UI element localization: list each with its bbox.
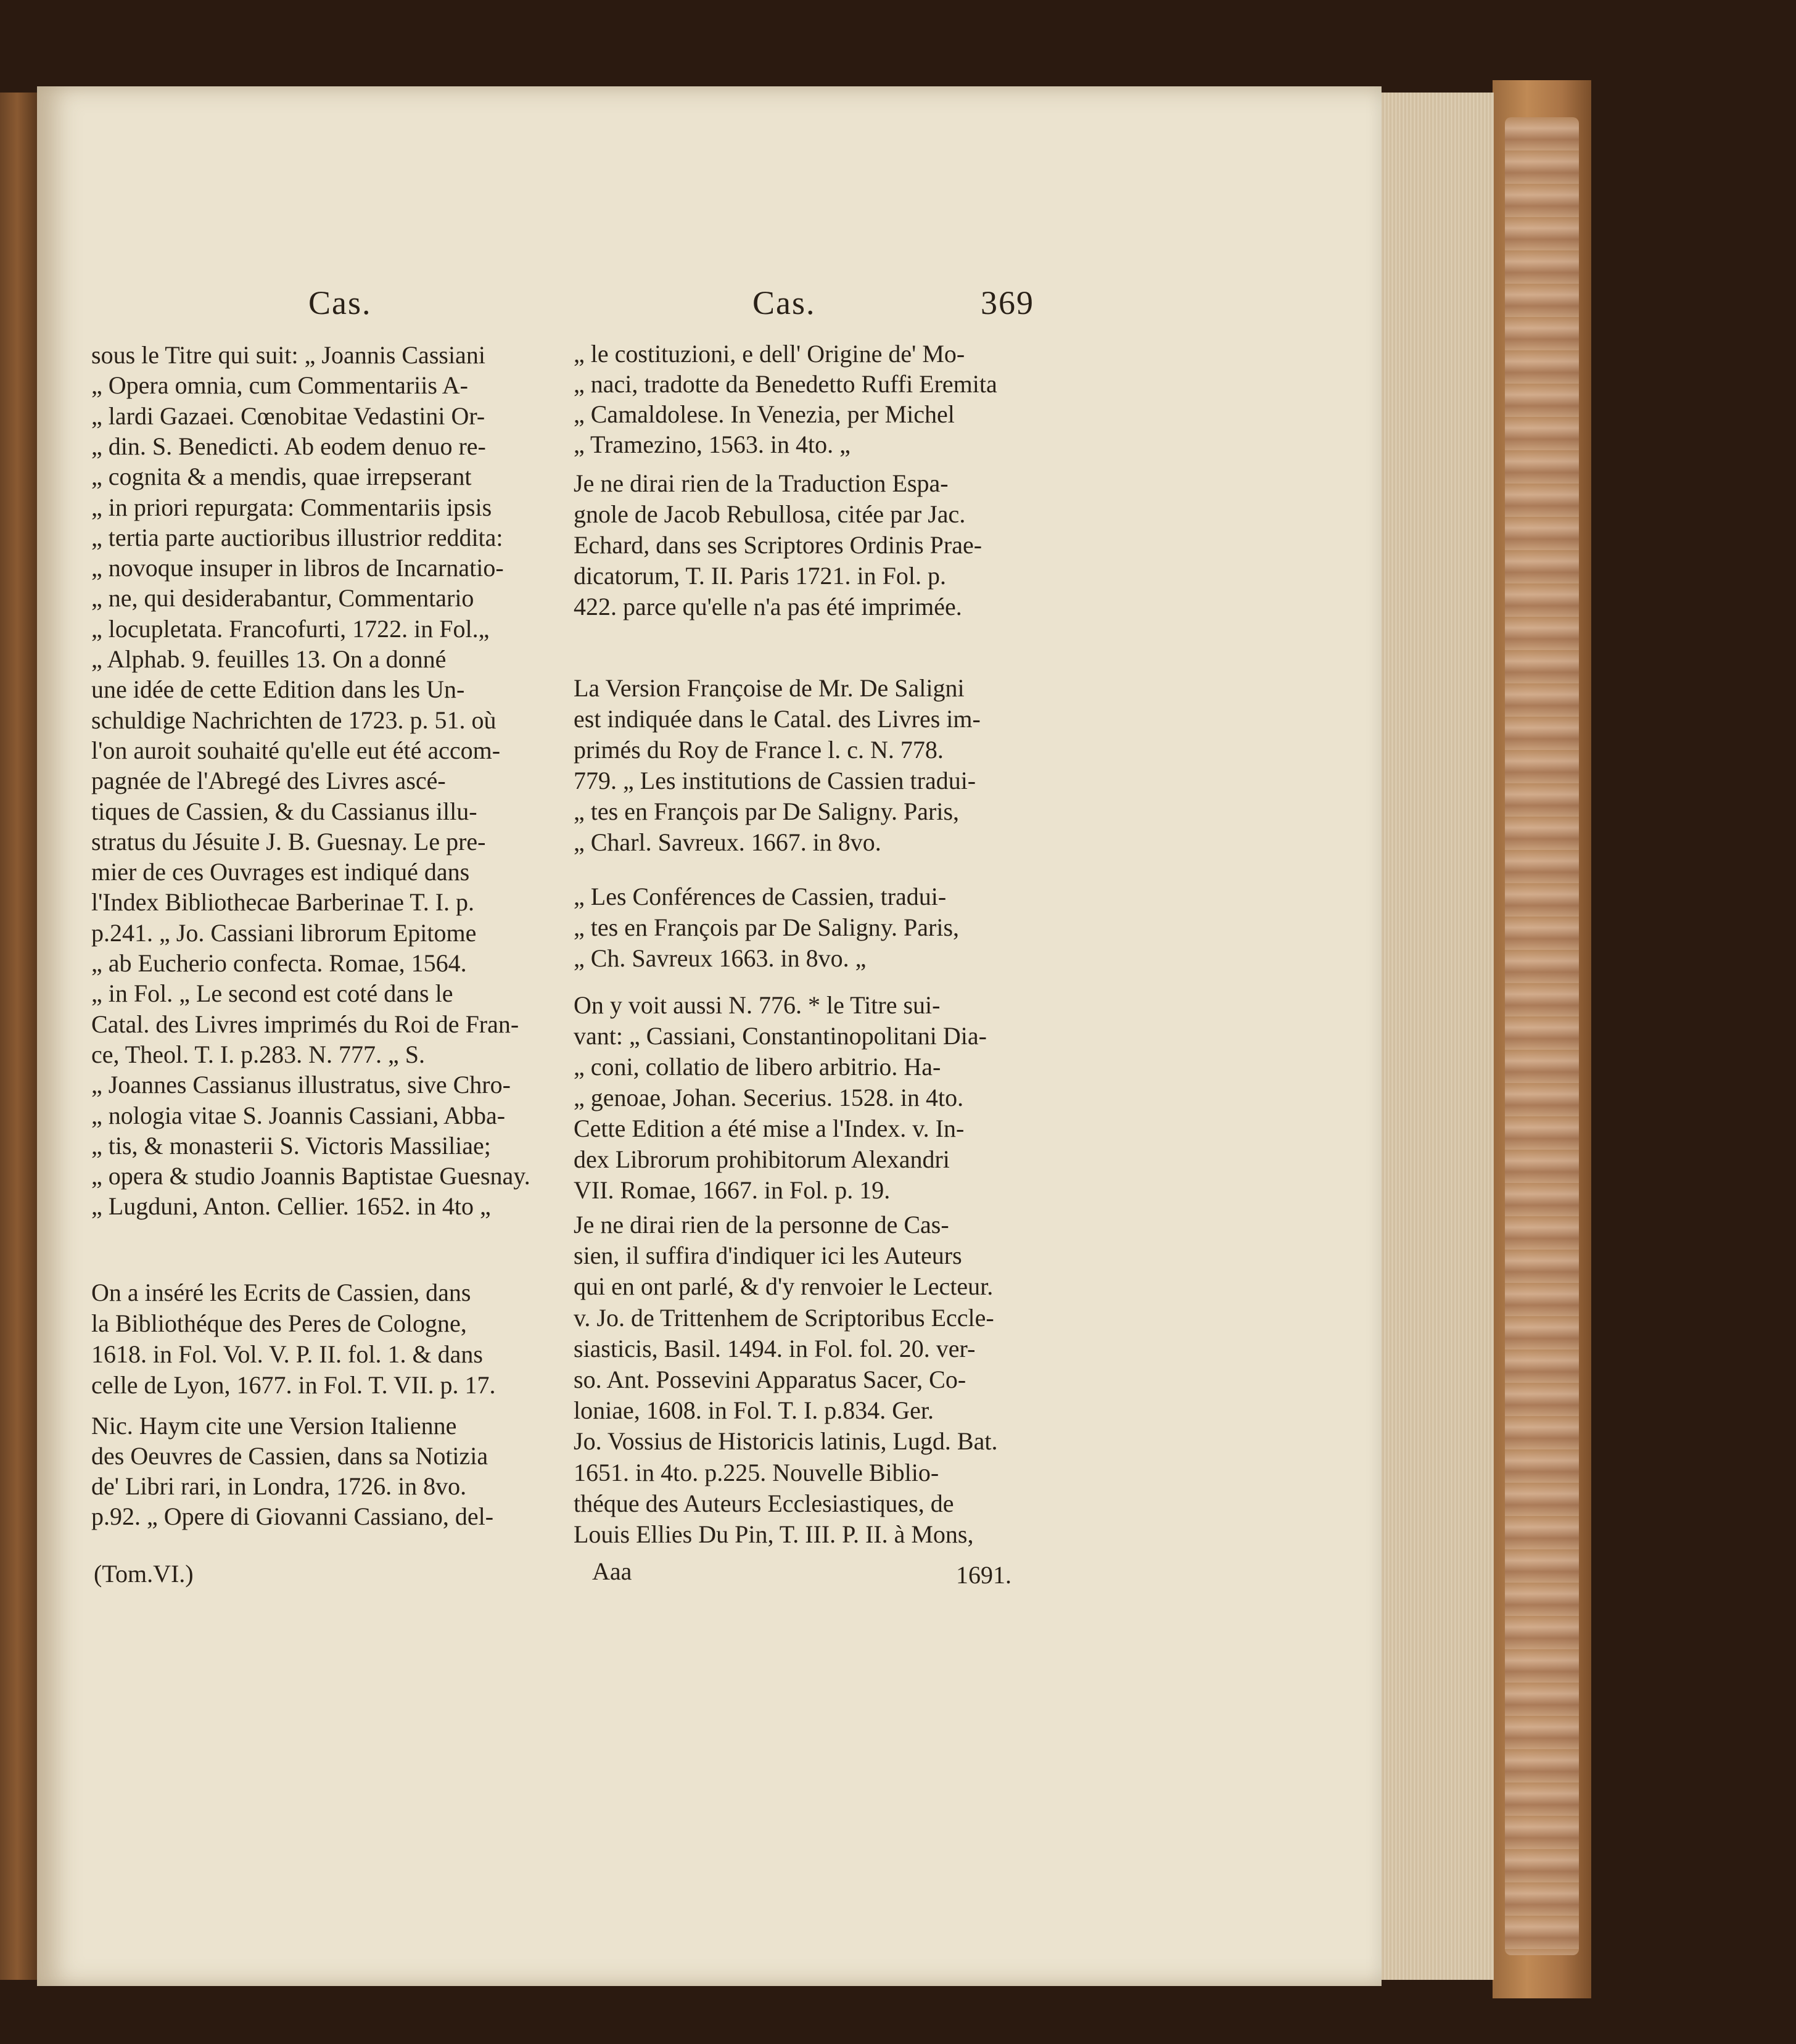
header-left: Cas. bbox=[308, 284, 372, 321]
right-column-line: qui en ont parlé, & d'y renvoier le Lecteur. bbox=[574, 1272, 994, 1301]
right-column-line: Echard, dans ses Scriptores Ordinis Prae- bbox=[574, 531, 982, 559]
right-column-line: gnole de Jacob Rebullosa, citée par Jac. bbox=[574, 500, 966, 528]
right-column-line: v. Jo. de Trittenhem de Scriptoribus Eccle- bbox=[574, 1303, 994, 1332]
left-column-line: „ in Fol. „ Le second est coté dans le bbox=[91, 979, 453, 1008]
right-column-line: 422. parce qu'elle n'a pas été imprimée. bbox=[574, 593, 962, 620]
left-column-line: „ cognita & a mendis, quae irrepserant bbox=[91, 463, 472, 491]
right-column-line: primés du Roy de France l. c. N. 778. bbox=[574, 736, 944, 764]
left-column-line: des Oeuvres de Cassien, dans sa Notizia bbox=[91, 1442, 488, 1470]
right-column-line: On y voit aussi N. 776. * le Titre sui- bbox=[574, 991, 941, 1019]
left-column-line: „ Lugduni, Anton. Cellier. 1652. in 4to „ bbox=[91, 1192, 491, 1221]
right-column-line: „ Tramezino, 1563. in 4to. „ bbox=[574, 431, 851, 458]
page-fore-edge bbox=[1369, 93, 1494, 1980]
right-column-line: est indiquée dans le Catal. des Livres im- bbox=[574, 705, 981, 733]
left-column-line: „ din. S. Benedicti. Ab eodem denuo re- bbox=[91, 432, 486, 460]
right-column-line: „ Ch. Savreux 1663. in 8vo. „ bbox=[574, 944, 867, 972]
left-column-line: pagnée de l'Abregé des Livres ascé- bbox=[91, 767, 446, 795]
right-column-line: sien, il suffira d'indiquer ici les Auteurs bbox=[574, 1242, 962, 1270]
header-right: Cas. bbox=[752, 284, 816, 321]
left-column-line: tiques de Cassien, & du Cassianus illu- bbox=[91, 797, 477, 825]
left-column-line: „ in priori repurgata: Commentariis ipsis bbox=[91, 493, 492, 521]
left-column-line: Catal. des Livres imprimés du Roi de Fran- bbox=[91, 1010, 519, 1038]
right-column-line: VII. Romae, 1667. in Fol. p. 19. bbox=[574, 1176, 891, 1204]
right-column-line: Cette Edition a été mise a l'Index. v. In- bbox=[574, 1115, 965, 1142]
left-column-line: „ lardi Gazaei. Cœnobitae Vedastini Or- bbox=[91, 402, 485, 430]
left-column-line: de' Libri rari, in Londra, 1726. in 8vo. bbox=[91, 1472, 467, 1500]
left-column-line: Nic. Haym cite une Version Italienne bbox=[91, 1412, 457, 1440]
left-column-line: ce, Theol. T. I. p.283. N. 777. „ S. bbox=[91, 1040, 426, 1068]
left-column-line: l'on auroit souhaité qu'elle eut été accom- bbox=[91, 736, 501, 764]
right-column-line: La Version Françoise de Mr. De Saligni bbox=[574, 674, 965, 702]
left-column-line: une idée de cette Edition dans les Un- bbox=[91, 675, 465, 704]
right-column-line: dicatorum, T. II. Paris 1721. in Fol. p. bbox=[574, 562, 947, 590]
right-column-line: théque des Auteurs Ecclesiastiques, de bbox=[574, 1489, 954, 1517]
right-column-line: Jo. Vossius de Historicis latinis, Lugd. Bat. bbox=[574, 1427, 998, 1456]
page-number: 369 bbox=[981, 284, 1034, 321]
right-column-line: „ Charl. Savreux. 1667. in 8vo. bbox=[574, 828, 881, 856]
right-column-line: Je ne dirai rien de la personne de Cas- bbox=[574, 1211, 949, 1238]
right-column-line: loniae, 1608. in Fol. T. I. p.834. Ger. bbox=[574, 1396, 934, 1425]
right-column-line: „ Camaldolese. In Venezia, per Michel bbox=[574, 400, 955, 428]
volume-marker: (Tom.VI.) bbox=[94, 1560, 194, 1588]
left-column-line: p.241. „ Jo. Cassiani librorum Epitome bbox=[91, 918, 477, 947]
left-column-line: p.92. „ Opere di Giovanni Cassiano, del- bbox=[91, 1502, 494, 1530]
right-column-line: „ Les Conférences de Cassien, tradui- bbox=[574, 883, 947, 910]
right-column-line: „ tes en François par De Saligny. Paris, bbox=[574, 913, 960, 941]
left-column-line: „ opera & studio Joannis Baptistae Guesnay. bbox=[91, 1162, 530, 1190]
left-column-line: celle de Lyon, 1677. in Fol. T. VII. p. 17. bbox=[91, 1371, 496, 1399]
left-column-line: „ ne, qui desiderabantur, Commentario bbox=[91, 584, 474, 612]
signature-mark: Aaa bbox=[592, 1557, 632, 1585]
right-column-line: 1651. in 4to. p.225. Nouvelle Biblio- bbox=[574, 1458, 939, 1486]
left-column-line: „ Opera omnia, cum Commentariis A- bbox=[91, 371, 468, 400]
left-column-line: „ ab Eucherio confecta. Romae, 1564. bbox=[91, 949, 467, 977]
marbled-edge bbox=[1505, 117, 1579, 1955]
right-column-line: „ coni, collatio de libero arbitrio. Ha- bbox=[574, 1053, 941, 1081]
catchword: 1691. bbox=[956, 1561, 1011, 1589]
left-column-line: „ tertia parte auctioribus illustrior reddita: bbox=[91, 523, 503, 551]
left-column-line: „ Joannes Cassianus illustratus, sive Chro- bbox=[91, 1071, 511, 1099]
left-column-line: stratus du Jésuite J. B. Guesnay. Le pre- bbox=[91, 827, 486, 855]
left-column-line: la Bibliothéque des Peres de Cologne, bbox=[91, 1309, 467, 1337]
left-column-line: schuldige Nachrichten de 1723. p. 51. où bbox=[91, 706, 496, 734]
left-column-line: „ Alphab. 9. feuilles 13. On a donné bbox=[91, 645, 447, 673]
right-column-line: „ naci, tradotte da Benedetto Ruffi Eremita bbox=[574, 370, 997, 398]
left-column-line: „ tis, & monasterii S. Victoris Massiliae; bbox=[91, 1131, 491, 1160]
left-column-line: On a inséré les Ecrits de Cassien, dans bbox=[91, 1279, 471, 1306]
left-column-line: „ nologia vitae S. Joannis Cassiani, Abba- bbox=[91, 1101, 506, 1129]
left-column-line: mier de ces Ouvrages est indiqué dans bbox=[91, 858, 470, 886]
right-column-line: Je ne dirai rien de la Traduction Espa- bbox=[574, 469, 949, 497]
left-column-line: 1618. in Fol. Vol. V. P. II. fol. 1. & dans bbox=[91, 1340, 483, 1368]
right-column-line: „ tes en François par De Saligny. Paris, bbox=[574, 797, 960, 825]
right-column-line: „ genoae, Johan. Secerius. 1528. in 4to. bbox=[574, 1084, 964, 1111]
right-column-line: „ le costituzioni, e dell' Origine de' Mo- bbox=[574, 340, 965, 368]
right-column-line: Louis Ellies Du Pin, T. III. P. II. à Mons, bbox=[574, 1520, 974, 1548]
book-page bbox=[37, 86, 1382, 1986]
right-column-line: 779. „ Les institutions de Cassien tradui- bbox=[574, 767, 976, 794]
right-column-line: dex Librorum prohibitorum Alexandri bbox=[574, 1145, 950, 1173]
left-column-line: l'Index Bibliothecae Barberinae T. I. p. bbox=[91, 888, 475, 917]
right-column-line: siasticis, Basil. 1494. in Fol. fol. 20. ver- bbox=[574, 1334, 976, 1362]
right-column-line: so. Ant. Possevini Apparatus Sacer, Co- bbox=[574, 1366, 966, 1393]
left-column-line: „ novoque insuper in libros de Incarnatio- bbox=[91, 554, 504, 582]
left-column-line: „ locupletata. Francofurti, 1722. in Fol.„ bbox=[91, 614, 490, 643]
right-column-line: vant: „ Cassiani, Constantinopolitani Dia- bbox=[574, 1022, 987, 1050]
left-column-line: sous le Titre qui suit: „ Joannis Cassiani bbox=[91, 341, 485, 369]
